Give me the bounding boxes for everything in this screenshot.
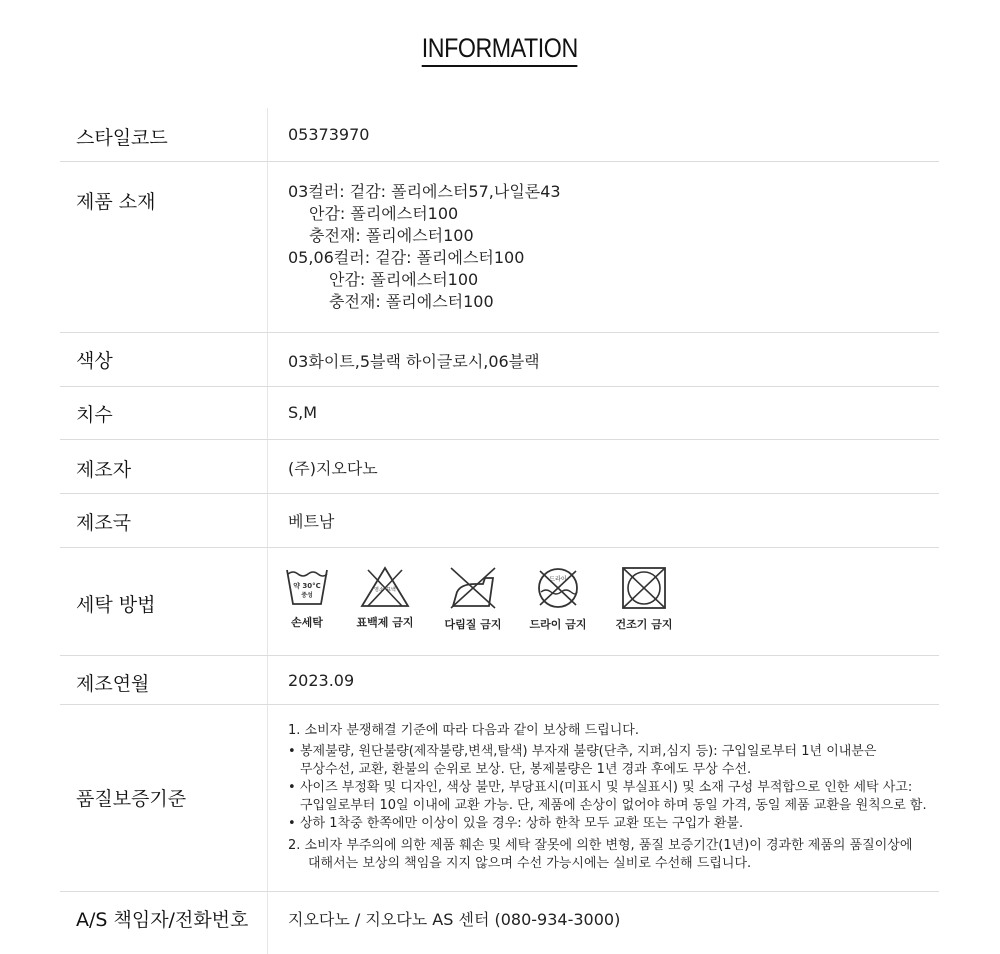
care-caption: 건조기 금지 bbox=[615, 618, 673, 631]
quality-text bbox=[288, 722, 927, 873]
row-country bbox=[60, 494, 939, 548]
quality-bullet: • 사이즈 부정확 및 디자인, 색상 불만, 부당표시(미표시 및 부실표시) 및 소재 구성 부적합으로 인한 세탁 사고: bbox=[288, 779, 927, 797]
value-as-contact: 지오다노 / 지오다노 AS 센터 (080-934-3000) bbox=[288, 910, 621, 929]
value-maker: (주)지오다노 bbox=[288, 459, 378, 478]
care-caption: 손세탁 bbox=[291, 616, 323, 629]
wash-detergent-text: 중성 bbox=[301, 592, 313, 599]
label-quality: 품질보증기준 bbox=[76, 788, 187, 810]
care-item bbox=[518, 566, 598, 632]
quality-clause-1: 1. 소비자 분쟁해결 기준에 따라 다음과 같이 보상해 드립니다. bbox=[288, 723, 639, 738]
value-material bbox=[288, 181, 561, 313]
label-size: 치수 bbox=[76, 404, 113, 426]
no-iron-icon bbox=[449, 566, 497, 610]
quality-bullet: • 상하 1착중 한쪽에만 이상이 있을 경우: 상하 한착 모두 교환 또는 구입가 환불. bbox=[288, 815, 927, 833]
dry-clean-text: 드라이 bbox=[549, 576, 567, 583]
value-country: 베트남 bbox=[288, 512, 335, 531]
material-line: 03컬러: 겉감: 폴리에스터57,나일론43 bbox=[288, 182, 561, 201]
page-title: INFORMATION bbox=[0, 32, 1000, 67]
quality-bullet: • 봉제불량, 원단불량(제작불량,변색,탈색) 부자재 불량(단추, 지퍼,심지 등): 구입일로부터 1년 이내분은 bbox=[288, 743, 927, 761]
care-caption: 드라이 금지 bbox=[529, 618, 587, 631]
quality-clause-2: 2. 소비자 부주의에 의한 제품 훼손 및 세탁 잘못에 의한 변형, 품질 보증기간(1년)이 경과한 제품의 품질이상에 bbox=[288, 838, 913, 853]
row-quality bbox=[60, 705, 939, 892]
value-size: S,M bbox=[288, 403, 318, 422]
bleach-label-text: 표백 bbox=[386, 587, 396, 593]
value-style-code: 05373970 bbox=[288, 125, 370, 144]
label-maker: 제조자 bbox=[76, 459, 132, 481]
care-item bbox=[345, 566, 425, 630]
no-bleach-icon bbox=[360, 566, 410, 608]
material-line: 안감: 폴리에스터100 bbox=[309, 204, 459, 223]
no-tumble-dry-icon bbox=[621, 566, 667, 610]
no-dry-clean-icon bbox=[535, 566, 581, 610]
label-material: 제품 소재 bbox=[76, 191, 156, 213]
care-caption: 표백제 금지 bbox=[356, 616, 414, 629]
care-item bbox=[433, 566, 513, 632]
row-style-code bbox=[60, 108, 939, 162]
quality-bullet-cont: 무상수선, 교환, 환불의 순위로 보상. 단, 봉제불량은 1년 경과 후에도 무상 수선. bbox=[300, 762, 752, 777]
care-item bbox=[604, 566, 684, 632]
hand-wash-icon bbox=[285, 566, 329, 608]
label-wash: 세탁 방법 bbox=[76, 594, 156, 616]
row-as-contact bbox=[60, 892, 939, 954]
material-line: 05,06컬러: 겉감: 폴리에스터100 bbox=[288, 248, 525, 267]
label-color: 색상 bbox=[76, 350, 113, 372]
quality-bullet-cont: 구입일로부터 10일 이내에 교환 가능. 단, 제품에 손상이 없어야 하며 동일 가격, 동일 제품 교환을 원칙으로 함. bbox=[300, 798, 927, 813]
label-country: 제조국 bbox=[76, 512, 132, 534]
value-manufacture-date: 2023.09 bbox=[288, 671, 355, 690]
row-manufacture-date bbox=[60, 656, 939, 705]
label-style-code: 스타일코드 bbox=[76, 127, 168, 149]
row-size bbox=[60, 387, 939, 440]
care-caption: 다림질 금지 bbox=[444, 618, 502, 631]
quality-clause-2-cont: 대해서는 보상의 책임을 지지 않으며 수선 가능시에는 실비로 수선해 드립니다. bbox=[308, 856, 752, 871]
material-line: 안감: 폴리에스터100 bbox=[329, 270, 479, 289]
row-color bbox=[60, 333, 939, 387]
row-wash bbox=[60, 548, 939, 656]
label-as-contact: A/S 책임자/전화번호 bbox=[76, 909, 249, 931]
value-color: 03화이트,5블랙 하이글로시,06블랙 bbox=[288, 352, 540, 371]
row-material bbox=[60, 162, 939, 333]
care-item bbox=[267, 566, 347, 630]
label-manufacture-date: 제조연월 bbox=[76, 673, 150, 695]
material-line: 충전재: 폴리에스터100 bbox=[309, 226, 474, 245]
row-maker bbox=[60, 440, 939, 494]
wash-temp-text: 약 30°C bbox=[293, 582, 321, 590]
bleach-chlorine-text: 염소 bbox=[374, 587, 384, 593]
material-line: 충전재: 폴리에스터100 bbox=[329, 292, 494, 311]
